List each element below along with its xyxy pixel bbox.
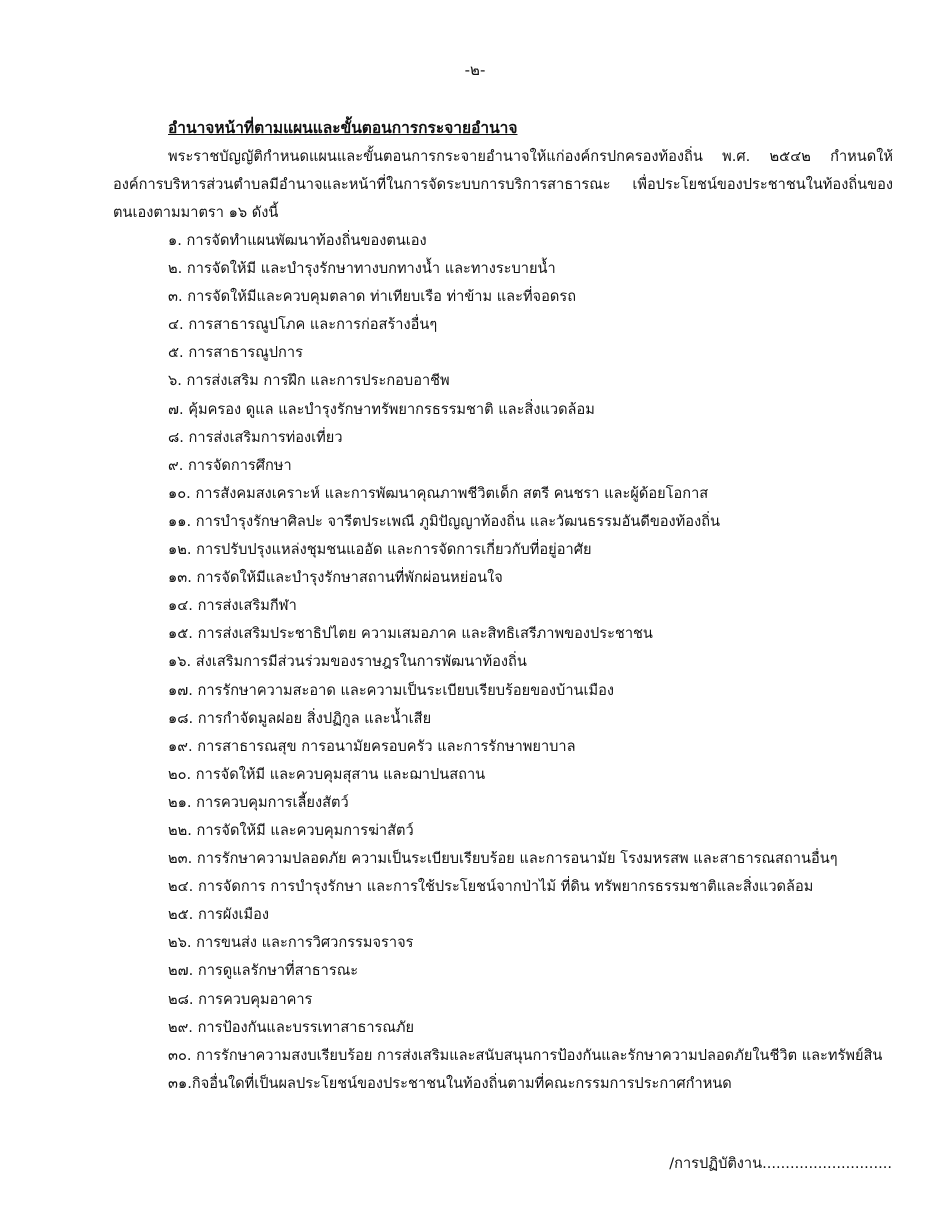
list-item: ๒๒. การจัดให้มี และควบคุมการฆ่าสัตว์ xyxy=(168,821,414,839)
list-item: ๘. การส่งเสริมการท่องเที่ยว xyxy=(168,428,343,446)
intro-paragraph: พระราชบัญญัติกำหนดแผนและขั้นตอนการกระจายอำนาจให้แก่องค์กรปกครองท้องถิ่น พ.ศ. ๒๕๔๒ กำหนดให้องค์การบริหารส่วนตำบลมีอำนาจและหน้าที่ในการจัดระบบการบริการสาธารณะ เพื่อประโยชน์ของประชาชนในท้องถิ่นของตนเองตามมาตรา ๑๖ ดังนี้ xyxy=(113,148,893,221)
list-item: ๒๖. การขนส่ง และการวิศวกรรมจราจร xyxy=(168,934,414,952)
list-item: ๑๘. การกำจัดมูลฝอย สิ่งปฏิกูล และน้ำเสีย xyxy=(168,709,432,727)
duty-list xyxy=(113,227,893,1098)
list-item: ๑๖. ส่งเสริมการมีส่วนร่วมของราษฎรในการพัฒนาท้องถิ่น xyxy=(168,653,527,671)
list-item: ๒๔. การจัดการ การบำรุงรักษา และการใช้ประโยชน์จากป่าไม้ ที่ดิน ทรัพยากรธรรมชาติและสิ่งแวดล้อม xyxy=(168,878,814,896)
list-item: ๑๕. การส่งเสริมประชาธิปไตย ความเสมอภาค และสิทธิเสรีภาพของประชาชน xyxy=(168,625,653,643)
list-item: ๒๓. การรักษาความปลอดภัย ความเป็นระเบียบเรียบร้อย และการอนามัย โรงมหรสพ และสาธารณสถานอื่นๆ xyxy=(168,850,838,868)
list-item: ๗. คุ้มครอง ดูแล และบำรุงรักษาทรัพยากรธรรมชาติ และสิ่งแวดล้อม xyxy=(168,400,595,418)
list-item: ๑๓. การจัดให้มีและบำรุงรักษาสถานที่พักผ่อนหย่อนใจ xyxy=(168,569,503,587)
continuation-note: /การปฏิบัติงาน............................ xyxy=(669,1155,892,1172)
list-item: ๙. การจัดการศึกษา xyxy=(168,456,292,474)
list-item: ๒๕. การผังเมือง xyxy=(168,906,269,924)
list-item: ๑. การจัดทำแผนพัฒนาท้องถิ่นของตนเอง xyxy=(168,232,427,249)
list-item: ๑๗. การรักษาความสะอาด และความเป็นระเบียบเรียบร้อยของบ้านเมือง xyxy=(168,681,614,699)
list-item: ๕. การสาธารณูปการ xyxy=(168,344,303,362)
list-item: ๒๐. การจัดให้มี และควบคุมสุสาน และฌาปนสถาน xyxy=(168,765,486,783)
list-item: ๑๐. การสังคมสงเคราะห์ และการพัฒนาคุณภาพชีวิตเด็ก สตรี คนชรา และผู้ด้อยโอกาส xyxy=(168,484,709,502)
list-item: ๒๑. การควบคุมการเลี้ยงสัตว์ xyxy=(168,793,349,811)
page-number: -๒- xyxy=(464,61,486,79)
list-item: ๓๐. การรักษาความสงบเรียบร้อย การส่งเสริมและสนับสนุนการป้องกันและรักษาความปลอดภัยในชีวิต และทรัพย์สิน xyxy=(168,1046,883,1064)
list-item: ๑๑. การบำรุงรักษาศิลปะ จารีตประเพณี ภูมิปัญญาท้องถิ่น และวัฒนธรรมอันดีของท้องถิ่น xyxy=(168,512,721,530)
list-item: ๑๙. การสาธารณสุข การอนามัยครอบครัว และการรักษาพยาบาล xyxy=(168,737,576,755)
section-heading: อำนาจหน้าที่ตามแผนและขั้นตอนการกระจายอำนาจ xyxy=(168,119,518,137)
list-item: ๒. การจัดให้มี และบำรุงรักษาทางบกทางน้ำ และทางระบายน้ำ xyxy=(168,260,556,278)
list-item: ๒๗. การดูแลรักษาที่สาธารณะ xyxy=(168,962,359,980)
list-item: ๒๙. การป้องกันและบรรเทาสาธารณภัย xyxy=(168,1018,415,1036)
list-item: ๒๘. การควบคุมอาคาร xyxy=(168,990,313,1008)
list-item: ๓๑.กิจอื่นใดที่เป็นผลประโยชน์ของประชาชนในท้องถิ่นตามที่คณะกรรมการประกาศกำหนด xyxy=(168,1074,732,1092)
list-item: ๑๔. การส่งเสริมกีฬา xyxy=(168,597,297,615)
list-item: ๖. การส่งเสริม การฝึก และการประกอบอาชีพ xyxy=(168,372,450,390)
list-item: ๑๒. การปรับปรุงแหล่งชุมชนแออัด และการจัดการเกี่ยวกับที่อยู่อาศัย xyxy=(168,541,592,559)
list-item: ๓. การจัดให้มีและควบคุมตลาด ท่าเทียบเรือ ท่าข้าม และที่จอดรถ xyxy=(168,288,577,306)
list-item: ๔. การสาธารณูปโภค และการก่อสร้างอื่นๆ xyxy=(168,316,438,334)
